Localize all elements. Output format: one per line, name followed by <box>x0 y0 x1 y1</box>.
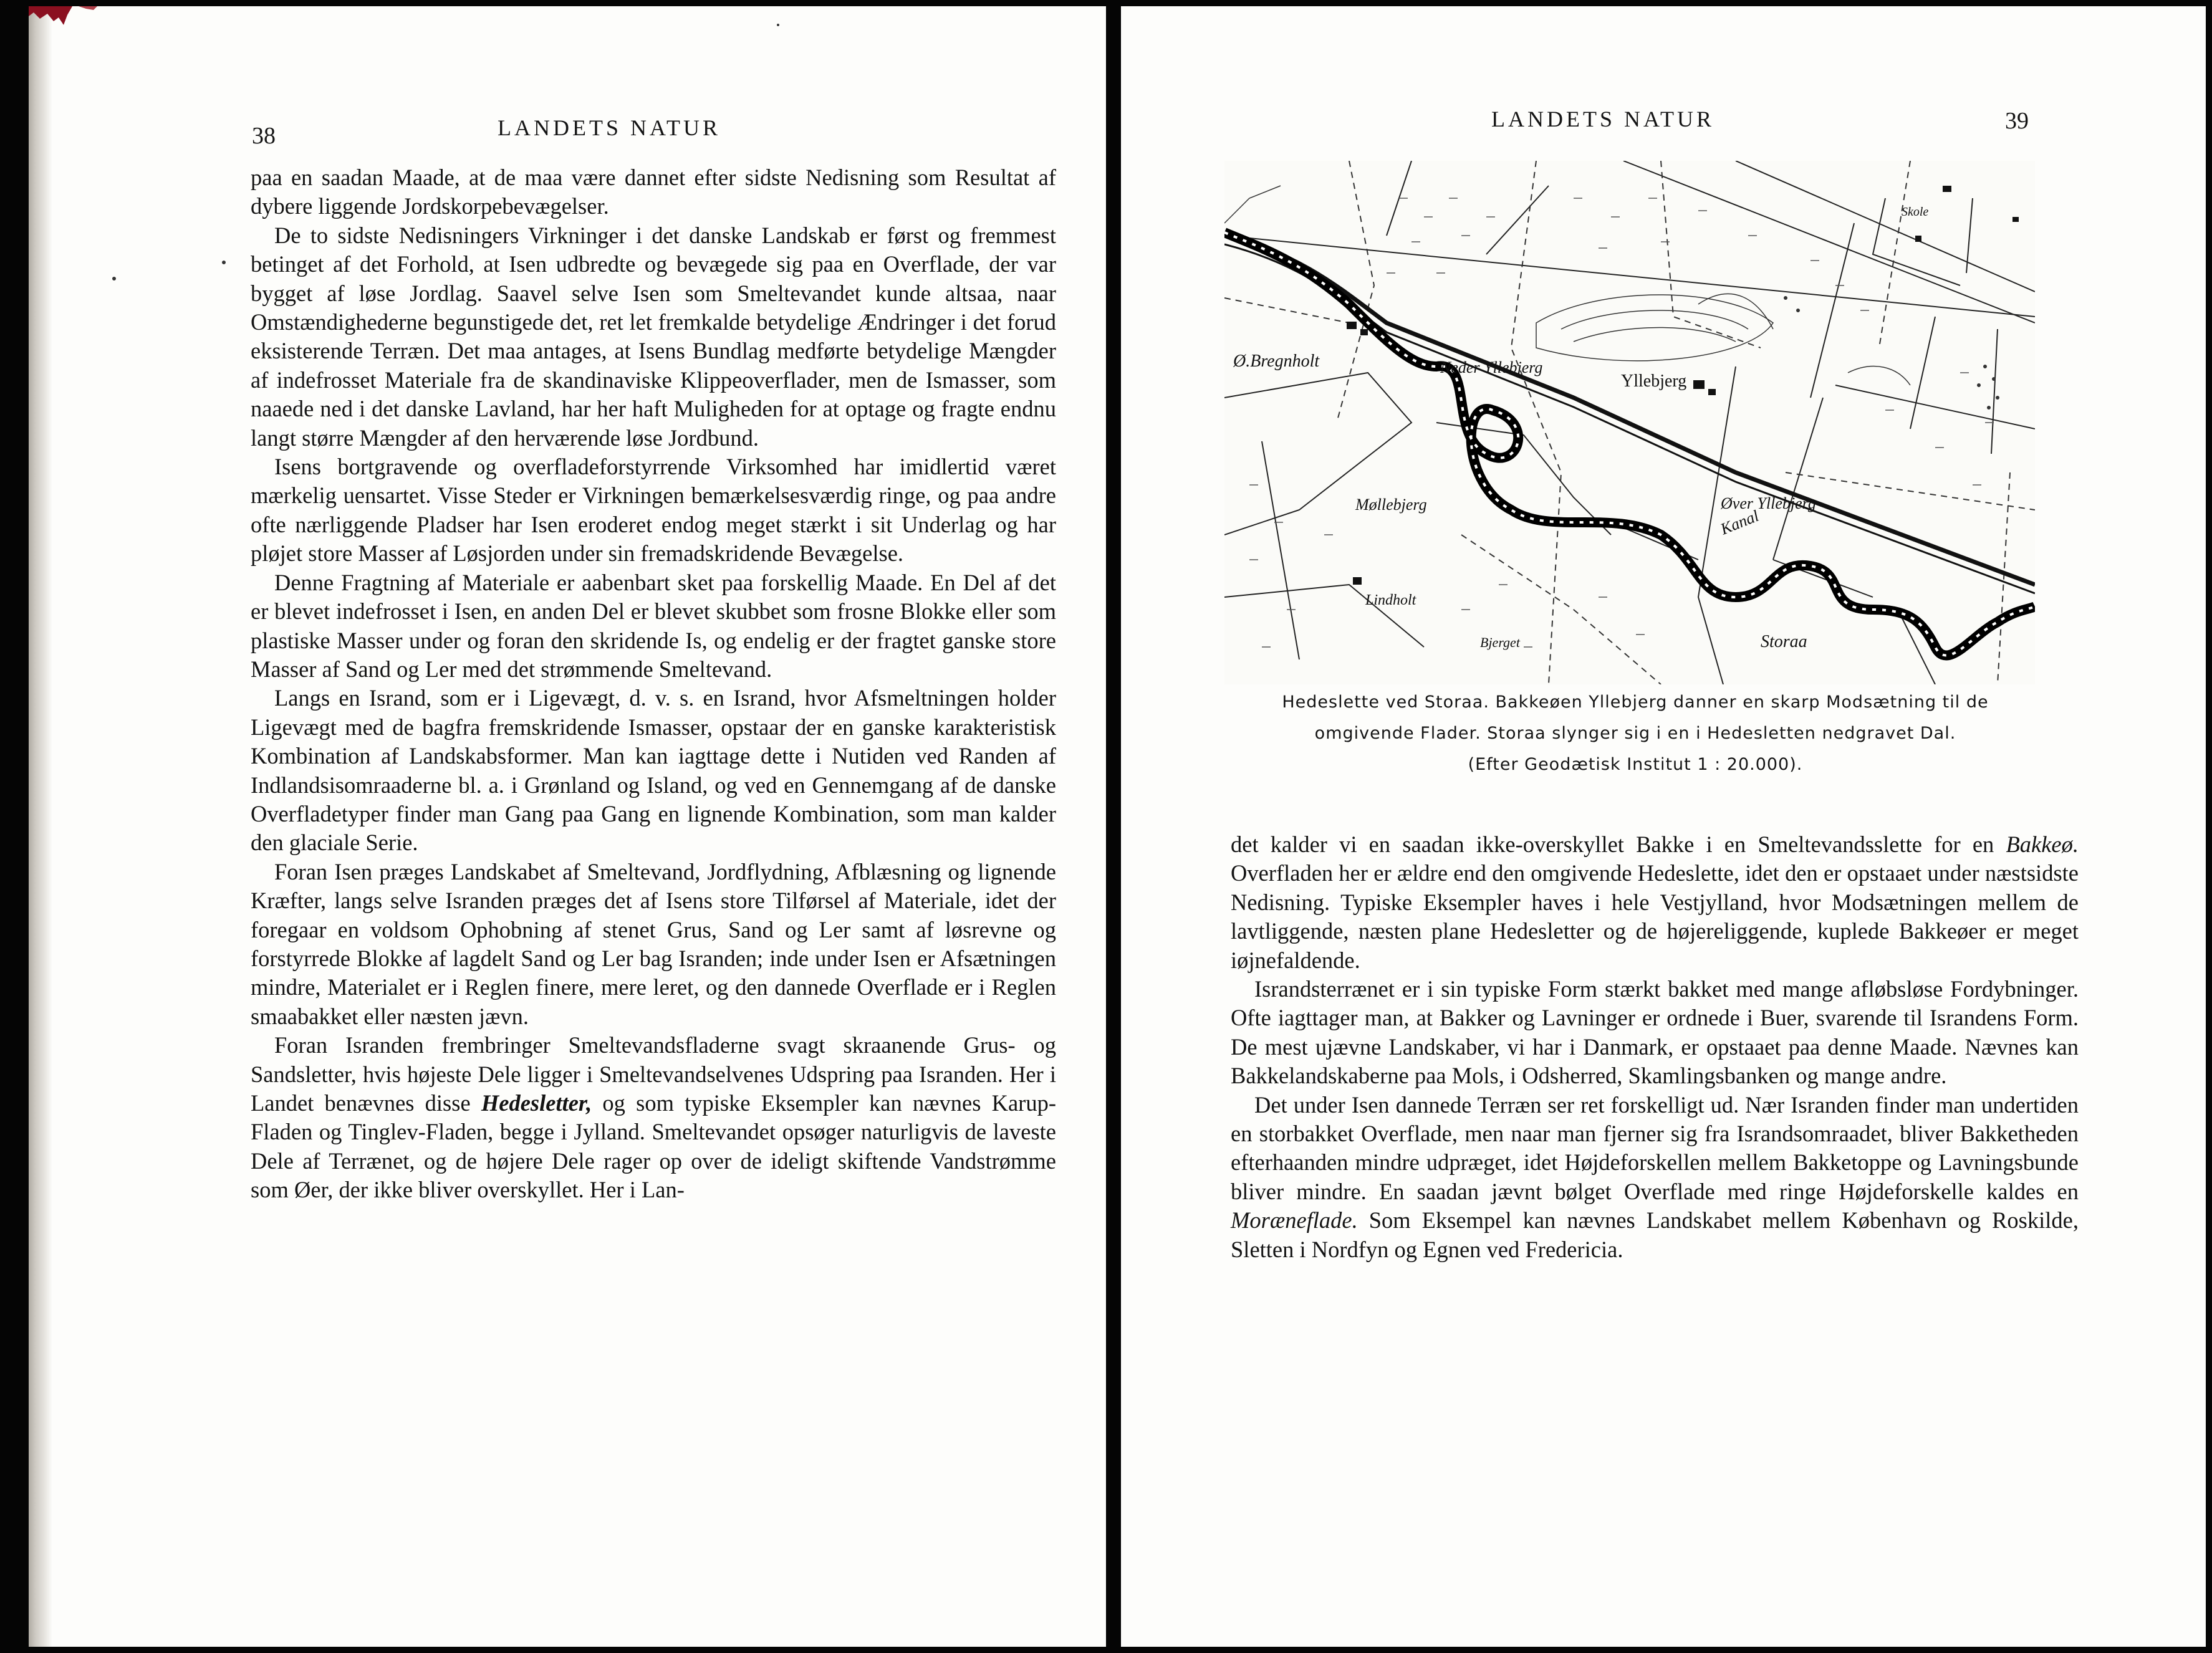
paragraph-text: Foran Isranden frembringer Smeltevandsfladerne svagt skraanende Grus- og Sandsletter, hvis højeste Dele ligger i Smeltevandselvenes Udspring paa Isranden. Her i Landet benævnes disse <box>251 1032 1056 1116</box>
speck <box>777 24 779 26</box>
map-label: Neder Yllebjerg <box>1440 358 1543 376</box>
map-label: Kanal <box>1718 506 1762 539</box>
italic-term: Bakkeø. <box>2006 831 2079 857</box>
map-label: Storaa <box>1761 632 1807 651</box>
topographic-map-figure <box>1224 161 2035 684</box>
paragraph-text: Overfladen her er ældre end den omgivende Hedeslette, idet den er opstaaet under næstsidste Nedisning. Typiske Eksempler haves i hele Vestjylland, hvor Modsætningen mellem de lavtliggende, næsten plane Hedesletter og de højereliggende, kuplede Bakkeøer er meget iøjnefaldende. <box>1231 860 2079 973</box>
map-label: Møllebjerg <box>1355 496 1427 514</box>
map-label: Yllebjerg <box>1621 371 1687 391</box>
italic-term: Moræneflade. <box>1231 1207 1358 1234</box>
paragraph: paa en saadan Maade, at de maa være dannet efter sidste Nedisning som Resultat af dybere liggende Jordskorpebevægelser. <box>251 165 1056 219</box>
running-head: LANDETS NATUR <box>498 115 721 140</box>
topographic-map <box>1224 161 2035 684</box>
paragraph: De to sidste Nedisningers Virkninger i det danske Landskab er først og fremmest betinget af det Forhold, at Isen udbredte og bevægede sig paa en Overflade, der var bygget af løse Jordlag. Saavel selve Isen som Smeltevandet kunde altsaa, naar Omstændighederne begunstigede det, ret let fremkalde betydelige Ændringer i det forud eksisterende Terræn. Det maa antages, at Isens Bundlag medførte betydelige Mængder af indefrosset Materiale fra de skandinaviske Klippeoverflader, men de Ismasser, som naaede ned i det danske Lavland, har her haft Muligheden for at optage og fragte endnu langt større Mængder af den herværende løse Jordbund. <box>251 222 1056 451</box>
speck <box>222 261 226 264</box>
caption-line: (Efter Geodætisk Institut 1 : 20.000). <box>1468 755 1803 774</box>
map-label: Ø.Bregnholt <box>1233 352 1320 371</box>
paragraph: Israndsterrænet er i sin typiske Form stærkt bakket med mange afløbsløse Fordybninger. Ofte iagttager man, at Bakker og Lavninger er ordnede i Buer, svarende til Israndens Form. De mest ujævne Landskaber, vi har i Danmark, er opstaaet paa denne Maade. Nævnes kan Bakkelandskaberne paa Mols, i Odsherred, Skamlingsbanken og mange andre. <box>1231 976 2079 1089</box>
body-text <box>1231 830 2079 1264</box>
speck <box>112 277 116 280</box>
caption-line: Hedeslette ved Storaa. Bakkeøen Yllebjerg danner en skarp Modsætning til de <box>1282 692 1989 712</box>
paragraph-text: Det under Isen dannede Terræn ser ret forskelligt ud. Nær Isranden finder man undertiden en storbakket Overflade, men naar man fjerner sig fra Israndsomraadet, bliver Bakketheden efterhaanden mindre udpræget, idet Højdeforskellen mellem Bakketoppe og Lavningsbunde bliver mindre. En saadan jævnt bølget Overflade med ringe Højdeforskelle kaldes en <box>1231 1091 2079 1204</box>
running-head: LANDETS NATUR <box>1491 107 1714 132</box>
page-number: 38 <box>252 123 276 149</box>
paragraph: Langs en Isrand, som er i Ligevægt, d. v. s. en Isrand, hvor Afsmeltningen holder Ligevægt med de bagfra fremskridende Ismasser, opstaar der en ganske karakteristisk Kombination af Landskabsformer. Man kan iagttage dette i Nutiden ved Randen af Indlandsisomraaderne bl. a. i Grønland og Island, og ved en Gennemgang af de danske Overfladetyper finder man Gang paa Gang en lignende Kombination, som man kalder den glaciale Serie. <box>251 685 1056 856</box>
caption-line: omgivende Flader. Storaa slynger sig i en i Hedesletten nedgravet Dal. <box>1314 724 1956 743</box>
body-text <box>251 163 1056 1205</box>
paragraph-text: Som Eksempel kan nævnes Landskabet mellem København og Roskilde, Sletten i Nordfyn og Egnen ved Fredericia. <box>1231 1207 2079 1262</box>
paragraph-text: og som typiske Eksempler kan nævnes Karup-Fladen og Tinglev-Fladen, begge i Jylland. Smeltevandet opsøger naturligvis de laveste Dele af Terrænet, og de højere Dele rager op over de ideligt skiftende Vandstrømme som Øer, der ikke bliver overskyllet. Her i Lan- <box>251 1090 1056 1203</box>
right-page <box>1121 6 2206 1647</box>
paragraph: Denne Fragtning af Materiale er aabenbart sket paa forskellig Maade. En Del af det er blevet indefrosset i Isen, en anden Del er blevet skubbet som frosne Blokke eller som plastiske Masser under og foran den skridende Is, og endelig er der fragtet ganske store Masser af Sand og Ler med det strømmende Smeltevand. <box>251 569 1056 682</box>
map-label: Skole <box>1902 205 1929 219</box>
italic-term: Hedesletter, <box>481 1090 592 1116</box>
page-edge-shadow <box>29 6 52 1647</box>
figure-caption <box>1214 687 2056 780</box>
red-edge-mark <box>29 6 128 27</box>
page-number: 39 <box>2005 108 2029 134</box>
paragraph: Foran Isen præges Landskabet af Smeltevand, Jordflydning, Afblæsning og lignende Kræfter, langs selve Isranden præges det af Isens store Tilførsel af Materiale, idet der foregaar en voldsom Ophobning af stenet Grus, Sand og Ler samt af løsrevne og forstyrrede Blokke af lagdelt Sand og Ler bag Isranden; inde under Isen er Afsætningen mindre, Materialet er i Reglen finere, mere leret, og den dannede Overflade er i Reglen smaabakket eller næsten jævn. <box>251 858 1056 1029</box>
map-label: Lindholt <box>1365 592 1416 608</box>
paragraph <box>251 1031 1056 1204</box>
map-label: Bjerget <box>1480 635 1520 650</box>
map-label: Øver Yllebjerg <box>1721 494 1816 512</box>
paragraph-text: det kalder vi en saadan ikke-overskyllet Bakke i en Smeltevandsslette for en <box>1231 831 2006 857</box>
paragraph <box>1231 830 2079 975</box>
left-page <box>29 6 1106 1647</box>
paragraph <box>1231 1091 2079 1264</box>
paragraph: Isens bortgravende og overfladeforstyrrende Virksomhed har imidlertid været mærkelig uensartet. Visse Steder er Virkningen bemærkelsesværdig ringe, og paa andre ofte nærliggende Pladser har Isen eroderet endog meget stærkt i sit Underlag og har pløjet store Masser af Løsjorden under sin fremadskridende Bevægelse. <box>251 454 1056 567</box>
